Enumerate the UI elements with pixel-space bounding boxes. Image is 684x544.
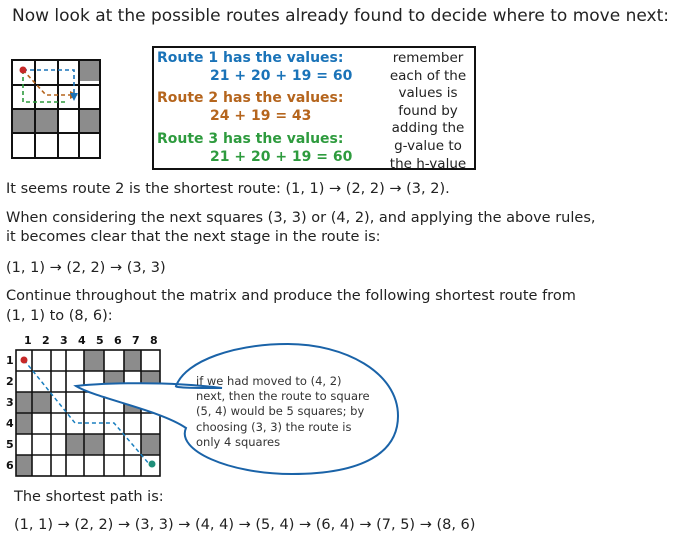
small-route-grid <box>10 58 102 160</box>
col-label: 7 <box>132 334 140 347</box>
routes-values-box <box>152 46 476 170</box>
col-label: 8 <box>150 334 158 347</box>
col-label: 5 <box>96 334 104 347</box>
paragraph-continue-1: Continue throughout the matrix and produce the following shortest route from <box>6 288 576 304</box>
route-3-values: 21 + 20 + 19 = 60 <box>210 149 353 165</box>
note-line: found by <box>398 102 458 119</box>
note-line: adding the <box>391 120 465 137</box>
small-route-1-line <box>23 70 74 93</box>
row-label: 1 <box>6 354 14 367</box>
grid-row-labels <box>6 354 14 472</box>
route-1-values: 21 + 20 + 19 = 60 <box>210 68 353 84</box>
row-label: 2 <box>6 375 14 388</box>
route-2-title: Route 2 has the values: <box>157 90 344 106</box>
shortest-path-value: (1, 1) → (2, 2) → (3, 3) → (4, 4) → (5, 4) → (6, 4) → (7, 5) → (8, 6) <box>14 517 476 533</box>
note-line: each of the <box>389 67 467 84</box>
note-line: g-value to <box>394 137 462 154</box>
page-heading: Now look at the possible routes already found to decide where to move next: <box>12 6 669 26</box>
note-line: values is <box>398 85 458 102</box>
shortest-path-label: The shortest path is: <box>14 489 164 505</box>
grid-column-labels <box>24 334 158 347</box>
paragraph-next-squares-2: it becomes clear that the next stage in the route is: <box>6 229 381 245</box>
row-label: 4 <box>6 417 14 430</box>
paragraph-continue-2: (1, 1) to (8, 6): <box>6 308 113 324</box>
row-label: 6 <box>6 459 14 472</box>
routes-note <box>380 50 476 173</box>
route-1-title: Route 1 has the values: <box>157 50 344 66</box>
col-label: 2 <box>42 334 50 347</box>
route-3-title: Route 3 has the values: <box>157 131 344 147</box>
paragraph-next-squares-1: When considering the next squares (3, 3) or (4, 2), and applying the above rules, <box>6 210 596 226</box>
note-line: the h-value <box>389 155 467 172</box>
start-dot <box>21 357 28 364</box>
col-label: 1 <box>24 334 32 347</box>
small-start-dot <box>20 67 27 74</box>
col-label: 4 <box>78 334 86 347</box>
row-label: 3 <box>6 396 14 409</box>
row-label: 5 <box>6 438 14 451</box>
route-2-values: 24 + 19 = 43 <box>210 108 312 124</box>
paragraph-route2-shortest: It seems route 2 is the shortest route: (1, 1) → (2, 2) → (3, 2). <box>6 181 450 197</box>
col-label: 6 <box>114 334 122 347</box>
note-line: remember <box>392 50 464 66</box>
callout-text: if we had moved to (4, 2) next, then the route to square (5, 4) would be 5 squares; by choosing (3, 3) the route is only 4 squares <box>196 374 370 449</box>
col-label: 3 <box>60 334 68 347</box>
end-dot <box>149 461 156 468</box>
paragraph-next-stage-route: (1, 1) → (2, 2) → (3, 3) <box>6 260 166 276</box>
small-route-2-line <box>23 70 70 95</box>
